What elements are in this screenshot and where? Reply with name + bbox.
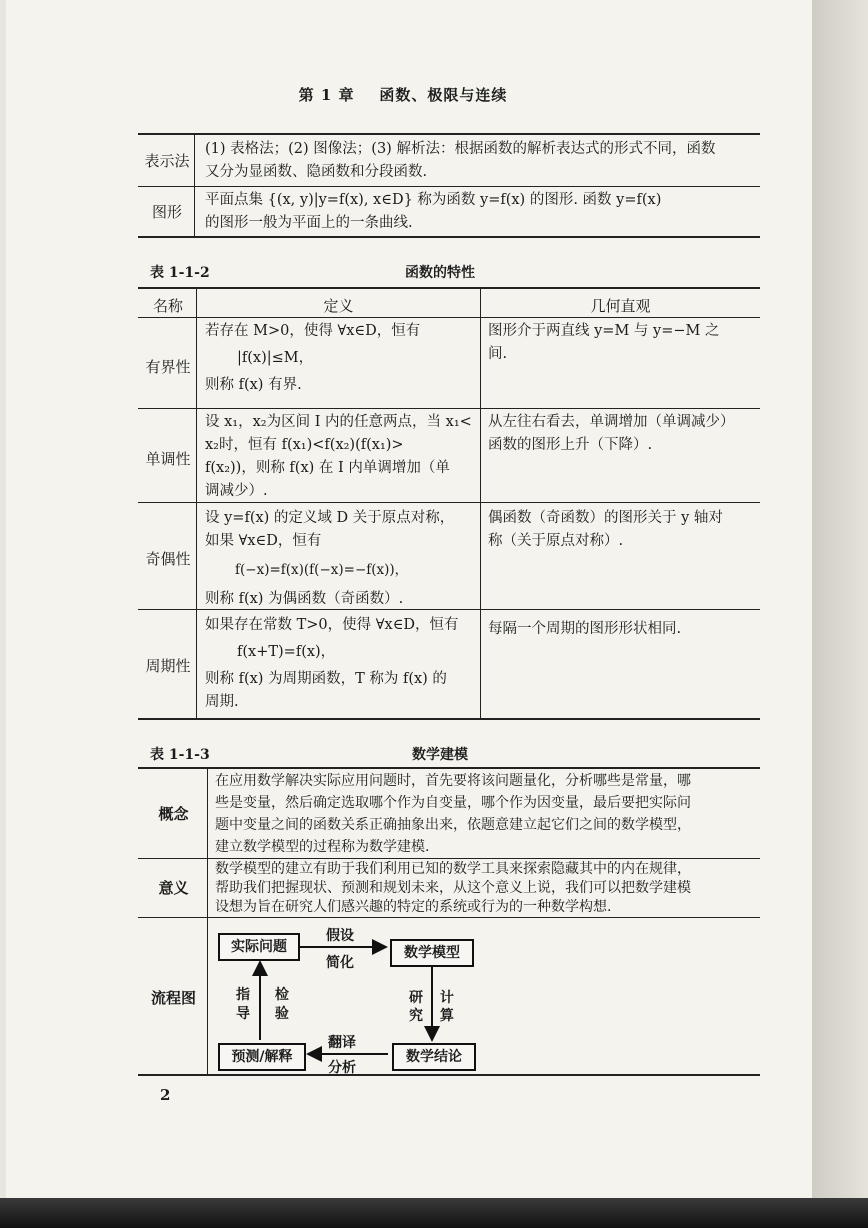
text-line: 函数的图形上升（下降）.: [488, 437, 653, 453]
table2-col-rule: [480, 288, 481, 719]
table2-row-label: 单调性: [145, 450, 191, 468]
flow-label-assume: 假设: [326, 928, 354, 944]
table2-geometry: [488, 411, 758, 457]
table2-definition: [205, 614, 477, 714]
table3-row-label: 意义: [158, 879, 189, 897]
flow-label-research-compute: 研 计: [409, 990, 460, 1006]
table3-number: 表 1-1-3: [150, 747, 210, 763]
text-line: 每隔一个周期的图形形状相同.: [488, 621, 682, 637]
table2-number: 表 1-1-2: [150, 265, 210, 281]
flow-label-guide-check: 指 检: [236, 987, 299, 1003]
bottom-shadow: [0, 1198, 868, 1228]
table3-row-rule: [138, 858, 760, 859]
text-line: 称（关于原点对称）.: [488, 533, 624, 549]
chapter-title: 函数、极限与连续: [379, 86, 508, 104]
text-line: 数学模型的建立有助于我们利用已知的数学工具来探索隐藏其中的内在规律，: [215, 861, 691, 877]
text-line: 调减少）.: [205, 483, 268, 499]
text-line: 周期.: [205, 694, 239, 710]
table3-row-label: 流程图: [150, 989, 196, 1007]
table3-meaning-text: [215, 860, 760, 917]
table3-bottom-rule: [138, 1074, 760, 1076]
text-line: 又分为显函数、隐函数和分段函数.: [205, 164, 428, 180]
table3-col-rule: [207, 768, 208, 1075]
text-line: 如果 ∀x∈D，恒有: [205, 533, 322, 549]
table0-row-rule: [138, 186, 760, 187]
table2-header-rule: [138, 317, 760, 318]
flow-box-math-conclusion: 数学结论: [392, 1043, 476, 1071]
table2-row-label: 奇偶性: [145, 550, 191, 568]
table2-definition: [205, 411, 477, 503]
text-line: 题中变量之间的函数关系正确抽象出来，依题意建立起它们之间的数学模型，: [215, 817, 691, 833]
text-line: 图形介于两直线 y=M 与 y=−M 之: [488, 323, 720, 339]
table2-geometry: [488, 507, 758, 553]
table3-row-rule: [138, 917, 760, 918]
table0-bottom-rule: [138, 236, 760, 238]
text-line: |f(x)|≤M，: [237, 350, 314, 366]
text-line: 设想为旨在研究人们感兴趣的特定的系统或行为的一种数学构想.: [215, 899, 612, 915]
text-line: 如果存在常数 T>0，使得 ∀x∈D，恒有: [205, 617, 459, 633]
page-edge: [812, 0, 868, 1198]
table2-row-rule: [138, 408, 760, 409]
text-line: (1) 表格法；(2) 图像法；(3) 解析法：根据函数的解析表达式的形式不同，函数: [205, 141, 716, 157]
table2-header-name: 名称: [152, 297, 183, 315]
text-line: 帮助我们把握现状、预测和规划未来，从这个意义上说，我们可以把数学建模: [215, 880, 691, 896]
table2-col-rule: [196, 288, 197, 719]
text-line: x₂时，恒有 f(x₁)<f(x₂)(f(x₁)>: [205, 437, 404, 453]
text-line: 在应用数学解决实际应用问题时，首先要将该问题量化，分析哪些是常量，哪: [215, 773, 691, 789]
text-line: 平面点集 {(x, y)|y=f(x), x∈D} 称为函数 y=f(x) 的图形. 函数 y=f(x): [205, 192, 662, 208]
flow-box-predict-explain: 预测/解释: [218, 1043, 306, 1071]
flow-label-translate: 翻译: [328, 1035, 356, 1051]
text-line: f(−x)=f(x)(f(−x)=−f(x))，: [235, 562, 409, 578]
chapter-number: 第 1 章: [298, 86, 355, 104]
table2-definition: [205, 320, 477, 397]
text-line: 设 x₁，x₂为区间 I 内的任意两点，当 x₁<: [205, 414, 472, 430]
table2-bottom-rule: [138, 718, 760, 720]
flow-label-guide-check: 导 验: [236, 1006, 299, 1022]
flow-label-research-compute: 究 算: [409, 1008, 460, 1024]
text-line: 则称 f(x) 为周期函数，T 称为 f(x) 的: [205, 671, 447, 687]
flow-box-real-problem: 实际问题: [218, 933, 300, 961]
table2-row-label: 有界性: [145, 358, 191, 376]
table2-definition: [205, 507, 477, 611]
table3-concept-text: [215, 770, 760, 858]
flow-label-simplify: 简化: [326, 955, 354, 971]
table2-title: 函数的特性: [405, 265, 475, 281]
flow-label-analyze: 分析: [328, 1060, 356, 1076]
table3-row-label: 概念: [158, 805, 189, 823]
table2-geometry: [488, 618, 758, 641]
table2-geometry: [488, 320, 758, 366]
table0-col-rule: [194, 134, 195, 237]
table3-title: 数学建模: [412, 747, 468, 763]
table0-top-rule: [138, 133, 760, 135]
table0-row-text: [205, 138, 760, 184]
running-header: [0, 84, 806, 105]
table0-row-label: 表示法: [144, 152, 190, 170]
text-line: 设 y=f(x) 的定义域 D 关于原点对称，: [205, 510, 455, 526]
text-line: f(x₂))，则称 f(x) 在 I 内单调增加（单: [205, 460, 450, 476]
page-number: 2: [160, 1086, 171, 1104]
text-line: 偶函数（奇函数）的图形关于 y 轴对: [488, 510, 723, 526]
text-line: f(x+T)=f(x)，: [237, 644, 336, 660]
text-line: 建立数学模型的过程称为数学建模.: [215, 839, 430, 855]
text-line: 若存在 M>0，使得 ∀x∈D，恒有: [205, 323, 421, 339]
text-line: 从左往右看去，单调增加（单调减少）: [488, 414, 735, 430]
table3-top-rule: [138, 767, 760, 769]
table2-top-rule: [138, 287, 760, 289]
table2-header-definition: 定义: [323, 297, 354, 315]
text-line: 则称 f(x) 有界.: [205, 377, 302, 393]
text-line: 间.: [488, 346, 508, 362]
table2-row-label: 周期性: [145, 657, 191, 675]
text-line: 些是变量，然后确定选取哪个作为自变量，哪个作为因变量，最后要把实际问: [215, 795, 691, 811]
text-line: 则称 f(x) 为偶函数（奇函数）.: [205, 591, 404, 607]
flow-box-math-model: 数学模型: [390, 939, 474, 967]
table0-row-label: 图形: [151, 203, 182, 221]
text-line: 的图形一般为平面上的一条曲线.: [205, 215, 413, 231]
table2-header-geometry: 几何直观: [590, 297, 651, 315]
table0-row-text: [205, 189, 760, 235]
